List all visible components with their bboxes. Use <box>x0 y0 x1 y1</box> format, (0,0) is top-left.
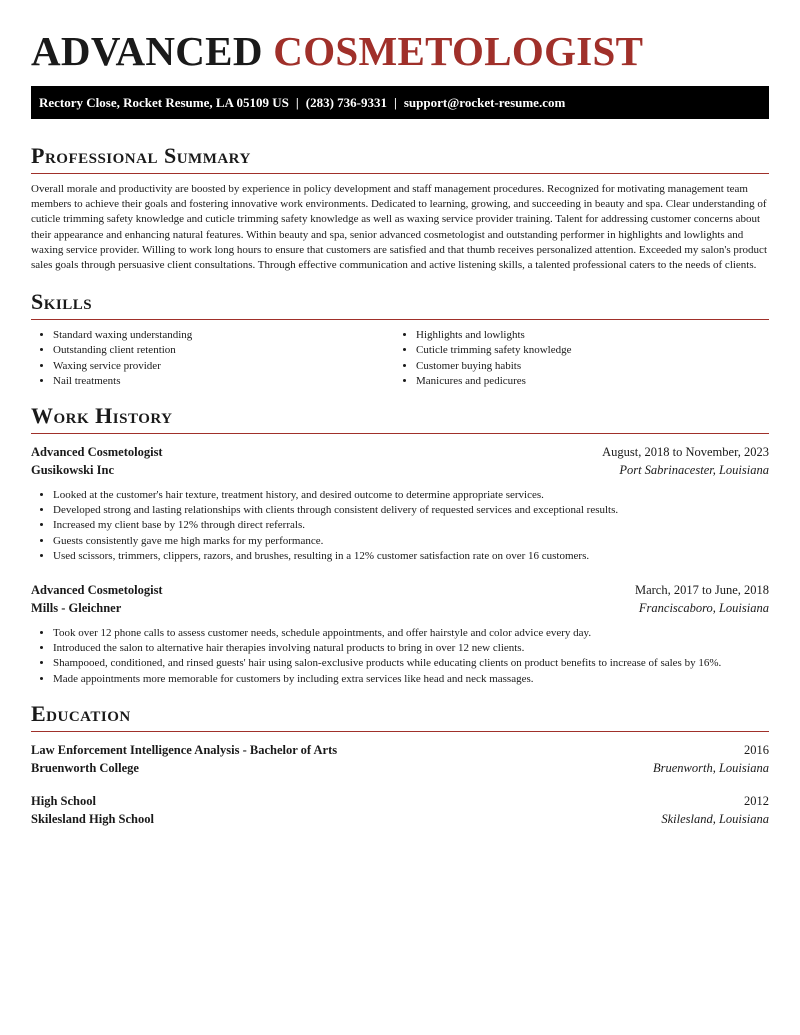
skill-item: • Cuticle trimming safety knowledge <box>416 343 757 358</box>
title-second-word: COSMETOLOGIST <box>273 28 644 74</box>
job-bullets <box>31 488 769 564</box>
skills-list <box>31 328 769 389</box>
education-degree: High School <box>31 793 96 808</box>
contact-email: support@rocket-resume.com <box>403 95 566 110</box>
job-bullet: • Made appointments more memorable for customers by including extra services like head and neck massages. <box>53 672 769 687</box>
work-history-heading: Work History <box>31 403 769 434</box>
education-year: 2012 <box>744 793 769 808</box>
job-bullet: • Guests consistently gave me high marks for my performance. <box>53 534 769 549</box>
summary-heading: Professional Summary <box>31 143 769 174</box>
job-title: Advanced Cosmetologist <box>31 445 163 460</box>
education-school: Bruenworth College <box>31 760 139 775</box>
contact-separator: | <box>393 95 397 110</box>
education-entry <box>31 742 769 777</box>
job-entry <box>31 444 769 564</box>
job-title: Advanced Cosmetologist <box>31 583 163 598</box>
contact-separator: | <box>295 95 299 110</box>
skills-heading: Skills <box>31 289 769 320</box>
job-company: Mills - Gleichner <box>31 601 122 616</box>
contact-bar <box>31 86 769 119</box>
education-degree: Law Enforcement Intelligence Analysis - Bachelor of Arts <box>31 742 338 757</box>
education-school: Skilesland High School <box>31 811 154 826</box>
title-first-word: ADVANCED <box>31 28 263 74</box>
skill-item: • Highlights and lowlights <box>416 328 757 343</box>
skill-item: • Nail treatments <box>53 374 394 389</box>
skills-column-left <box>31 328 394 389</box>
job-location: Franciscaboro, Louisiana <box>638 601 769 616</box>
job-bullet: • Increased my client base by 12% through direct referrals. <box>53 518 769 533</box>
job-bullet: • Took over 12 phone calls to assess customer needs, schedule appointments, and offer hairstyle and color advice every day. <box>53 626 769 641</box>
job-bullet: • Introduced the salon to alternative hair therapies involving natural products to bring in over 12 new clients. <box>53 641 769 656</box>
education-location: Skilesland, Louisiana <box>661 811 769 826</box>
job-company: Gusikowski Inc <box>31 463 115 478</box>
education-location: Bruenworth, Louisiana <box>653 760 769 775</box>
contact-address: Rectory Close, Rocket Resume, LA 05109 US <box>39 95 289 110</box>
job-bullet: • Shampooed, conditioned, and rinsed guests' hair using salon-exclusive products while educating clients on product benefits to increase of sales by 16%. <box>53 656 769 671</box>
job-bullets <box>31 626 769 687</box>
skill-item: • Customer buying habits <box>416 359 757 374</box>
job-dates: March, 2017 to June, 2018 <box>634 583 769 598</box>
education-entry <box>31 793 769 828</box>
education-heading: Education <box>31 701 769 732</box>
skill-item: • Outstanding client retention <box>53 343 394 358</box>
job-bullet: • Used scissors, trimmers, clippers, razors, and brushes, resulting in a 12% customer satisfaction rate on over 16 customers. <box>53 549 769 564</box>
skill-item: • Standard waxing understanding <box>53 328 394 343</box>
job-bullet: • Developed strong and lasting relationships with clients through consistent delivery of requested services and exceptional results. <box>53 503 769 518</box>
contact-phone: (283) 736-9331 <box>305 95 387 110</box>
education-year: 2016 <box>744 742 769 757</box>
skill-item: • Manicures and pedicures <box>416 374 757 389</box>
resume-title <box>31 28 769 74</box>
job-bullet: • Looked at the customer's hair texture, treatment history, and desired outcome to determine appropriate services. <box>53 488 769 503</box>
job-entry <box>31 582 769 687</box>
job-dates: August, 2018 to November, 2023 <box>602 445 769 460</box>
skill-item: • Waxing service provider <box>53 359 394 374</box>
job-location: Port Sabrinacester, Louisiana <box>619 463 769 478</box>
summary-text: Overall morale and productivity are boosted by experience in policy development and staff management procedures. Recognized for motivating management team members to achieve their goals and fostering innovative work environments. Dedicated to learning, growing, and succeeding in beauty and spa. Clear understanding of cuticle trimming safety knowledge and cuticle trimming safety knowledge as well as waxing service provider training. Talent for addressing customer concerns about their appearance and enhancing natural features. Within beauty and spa, senior advanced cosmetologist and outstanding performer in highlights and lowlights and waxing service provider. Willing to work long hours to ensure that customers are satisfied and that thumb receives personalized attention. Exceeded my salon's product sales goals through persuasive client consultations. Through effective communication and active listening skills, a talented professional caters to the needs of clients. <box>31 183 767 272</box>
skills-column-right <box>394 328 757 389</box>
resume-page <box>31 0 769 828</box>
